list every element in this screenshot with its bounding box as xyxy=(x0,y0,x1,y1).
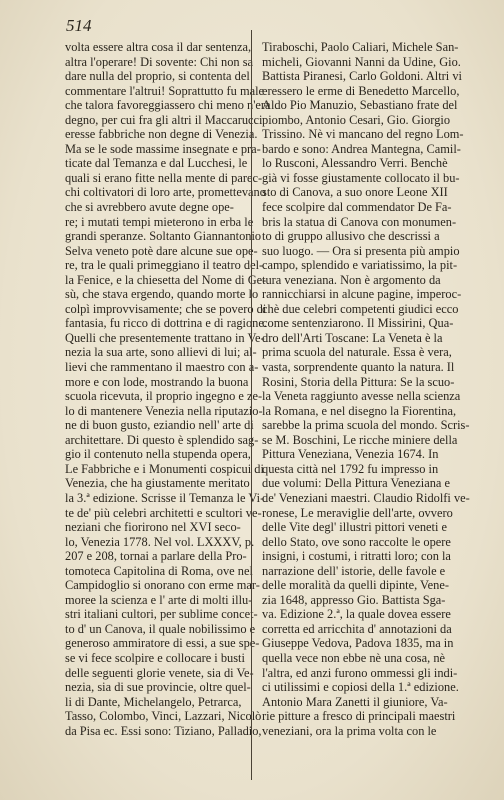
text-line: Selva veneto potè dare alcune sue ope- xyxy=(65,243,258,258)
text-line: eresse fabbriche non degne di Venezia. xyxy=(65,127,258,142)
text-line: scuola ricevuta, il proprio ingegno e ze- xyxy=(65,389,263,404)
text-line: che si avrebbero avute degne ope- xyxy=(65,200,234,215)
text-line: Pittura Veneziana, Venezia 1674. In xyxy=(262,447,439,462)
text-line: tura veneziana. Non è argomento da xyxy=(262,272,441,287)
text-line: ticate dal Temanza e dal Lucchesi, le xyxy=(65,156,248,171)
text-line: re; i mutati tempi mieterono in erba le xyxy=(65,214,254,229)
text-line: commentare l'altrui! Soprattutto fu male xyxy=(65,83,265,98)
text-line: dello Stato, ove sono raccolte le opere xyxy=(262,534,451,549)
text-line: rie pitture a fresco di principali maestri xyxy=(262,709,456,724)
text-line: to di gruppo allusivo che descrissi a xyxy=(262,229,440,244)
text-line: chi coltivatori di loro arte, promettevano xyxy=(65,185,266,200)
text-line: ci utilissimi e copiosi della 1.ª edizione. xyxy=(262,680,459,695)
text-line: dro dell'Arti Toscane: La Veneta è la xyxy=(262,330,443,345)
text-line: Antonio Mara Zanetti il giuniore, Va- xyxy=(262,694,448,709)
text-line: degno, per cui fra gli altri il Maccarucci xyxy=(65,112,263,127)
text-line: da Pisa ec. Essi sono: Tiziano, Palladio, xyxy=(65,723,262,738)
text-line: sto di Canova, a suo onore Leone XII xyxy=(262,185,448,200)
text-line: l'altra, ed anzi furono ommessi gli indi- xyxy=(262,665,458,680)
text-line: suo luogo. — Ora si presenta più ampio xyxy=(262,243,460,258)
text-line: Tasso, Colombo, Vinci, Lazzari, Nicolò xyxy=(65,709,262,724)
text-line: la Romana, e nel disegno la Fiorentina, xyxy=(262,403,457,418)
text-line: bardo e sono: Andrea Mantegna, Camil- xyxy=(262,141,461,156)
text-line: li di Dante, Michelangelo, Petrarca, xyxy=(65,694,242,709)
text-line: lo, Venezia 1778. Nel vol. LXXXV, p. xyxy=(65,534,255,549)
text-line: insigni, i costumi, i ritratti loro; con la xyxy=(262,549,451,564)
text-line: rannicchiarsi in alcune pagine, imperoc- xyxy=(262,287,462,302)
text-line: sù, che stava ergendo, quando morte lo xyxy=(65,287,259,302)
text-line: la 3.ª edizione. Scrisse il Temanza le Vi- xyxy=(65,490,265,505)
text-line: corretta ed arricchita d' annotazioni da xyxy=(262,621,452,636)
text-line: bris la statua di Canova con monumen- xyxy=(262,214,457,229)
text-line: lievi che rammentano il maestro con a- xyxy=(65,360,259,375)
text-line: de' Veneziani maestri. Claudio Ridolfi ve- xyxy=(262,490,470,505)
text-line: quella vece non ebbe nè una cosa, nè xyxy=(262,650,446,665)
text-line: ronese, Le meraviglie dell'arte, ovvero xyxy=(262,505,453,520)
text-line: Le Fabbriche e i Monumenti cospicui di xyxy=(65,461,264,476)
text-line: chè due celebri competenti giudici ecco xyxy=(262,301,459,316)
right-text-column xyxy=(262,40,475,738)
text-line: volta essere altra cosa il dar sentenza, xyxy=(65,40,252,54)
text-line: Rosini, Storia della Pittura: Se la scuo- xyxy=(262,374,455,389)
text-line: lo di mantenere Venezia nella riputazio- xyxy=(65,403,263,418)
text-line: sarebbe la prima scuola del mondo. Scris- xyxy=(262,418,470,433)
text-line: lo Rusconi, Alessandro Verri. Benchè xyxy=(262,156,448,171)
text-line: moree la scienza e l' arte di molti illu- xyxy=(65,592,253,607)
text-line: colpì improvvisamente; che se povero di xyxy=(65,301,267,316)
text-line: Campidoglio si onorano con erme mar- xyxy=(65,578,260,593)
text-line: altra l'operare! Di sovente: Chi non sa xyxy=(65,54,254,69)
text-line: fece scolpire dal commendator De Fa- xyxy=(262,200,452,215)
text-line: se vi fece scolpire e collocare i busti xyxy=(65,650,245,665)
text-line: neziani che fiorirono nel XVI seco- xyxy=(65,520,241,535)
text-line: generoso ammiratore di essi, a sue spe- xyxy=(65,636,260,651)
text-line: Giuseppe Vedova, Padova 1835, ma in xyxy=(262,636,454,651)
text-line: va. Edizione 2.ª, la quale dovea essere xyxy=(262,607,451,622)
text-line: Battista Piranesi, Carlo Goldoni. Altri vi xyxy=(262,69,462,84)
text-line: narrazione dell' istorie, delle favole e xyxy=(262,563,446,578)
text-line: delle Vite degl' illustri pittori veneti e xyxy=(262,520,448,535)
text-line: stri italiani cultori, per sublime concet- xyxy=(65,607,258,622)
text-line: Ma se le sode massime insegnate e pra- xyxy=(65,141,261,156)
text-line: piombo, Antonio Cesari, Gio. Giorgio xyxy=(262,112,451,127)
text-line: quali si erano fitte nella mente di parec- xyxy=(65,170,263,185)
text-line: veneziani, ora la prima volta con le xyxy=(262,723,437,738)
text-line: Tiraboschi, Paolo Caliari, Michele San- xyxy=(262,40,459,54)
text-line: delle seguenti glorie venete, sia di Ve- xyxy=(65,665,254,680)
text-line: campo, splendido e variatissimo, la pit- xyxy=(262,258,458,273)
page-number: 514 xyxy=(66,16,92,35)
text-line: te de' più celebri architetti e scultori ve- xyxy=(65,505,262,520)
text-line: nezia, sia di sue provincie, oltre quel- xyxy=(65,680,251,695)
text-line: la Veneta raggiunto avesse nella scienza xyxy=(262,389,461,404)
text-line: to d' un Canova, il quale nobilissimo e xyxy=(65,621,256,636)
text-line: come sentenziarono. Il Missirini, Qua- xyxy=(262,316,454,331)
text-line: more e con lode, mostrando la buona xyxy=(65,374,249,389)
text-line: micheli, Giovanni Nanni da Udine, Gio. xyxy=(262,54,461,69)
column-divider xyxy=(251,30,252,780)
text-line: tomoteca Capitolina di Roma, ove nel xyxy=(65,563,253,578)
text-line: delle moralità da quelli dipinte, Vene- xyxy=(262,578,449,593)
text-line: questa città nel 1792 fu impresso in xyxy=(262,461,439,476)
text-line: se M. Boschini, Le ricche miniere della xyxy=(262,432,458,447)
text-line: che talora favoreggiassero chi meno n'era xyxy=(65,98,271,113)
text-line: re, tra le quali primeggiano il teatro del- xyxy=(65,258,264,273)
text-line: architettare. Di questo è splendido sag- xyxy=(65,432,259,447)
text-line: la Fenice, e la chiesetta del Nome di Ge- xyxy=(65,272,267,287)
text-line: vasta, sorprendente quanto la natura. Il xyxy=(262,360,455,375)
text-line: ne di buon gusto, eziandio nell' arte di xyxy=(65,418,254,433)
text-line: eressero le erme di Benedetto Marcello, xyxy=(262,83,460,98)
text-line: dare nulla del proprio, si contenta del xyxy=(65,69,250,84)
text-line: Venezia, che ha giustamente meritato xyxy=(65,476,250,491)
text-line: grandi speranze. Soltanto Giannantonio xyxy=(65,229,262,244)
text-line: 207 e 208, tornai a parlare della Pro- xyxy=(65,549,247,564)
text-line: nezia la sua arte, sono allievi di lui; al- xyxy=(65,345,257,360)
left-text-column xyxy=(65,40,278,738)
text-line: fantasia, fu ricco di dottrina e di ragione. xyxy=(65,316,267,331)
text-line: Trissino. Nè vi mancano del regno Lom- xyxy=(262,127,464,142)
text-line: già vi fosse giustamente collocato il bu- xyxy=(262,170,460,185)
text-line: prima scuola del naturale. Essa è vera, xyxy=(262,345,452,360)
text-line: Aldo Pio Manuzio, Sebastiano frate del xyxy=(262,98,458,113)
text-line: due volumi: Della Pittura Veneziana e xyxy=(262,476,450,491)
text-line: zia 1648, appresso Gio. Battista Sga- xyxy=(262,592,446,607)
text-line: gio il contenuto nella stupenda opera, xyxy=(65,447,251,462)
text-line: Quelli che presentemente trattano in Ve- xyxy=(65,330,265,345)
